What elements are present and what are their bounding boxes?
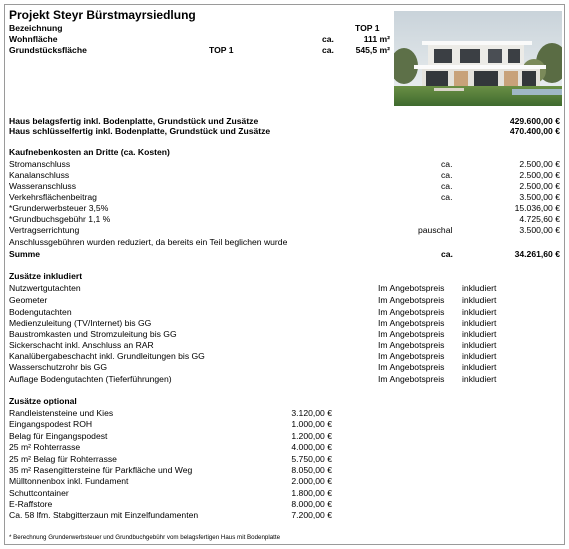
price-belagsfertig-value: 429.600,00 € xyxy=(509,116,560,126)
inkl-angebotspreis: Im Angebotspreis xyxy=(378,295,445,305)
kaufnebenkosten-heading: Kaufnebenkosten an Dritte (ca. Kosten) xyxy=(9,147,170,157)
inkl-angebotspreis: Im Angebotspreis xyxy=(378,340,445,350)
optional-item-label: Belag für Eingangspodest xyxy=(9,431,108,441)
house-rendering-image xyxy=(394,11,562,106)
optional-item-label: E-Raffstore xyxy=(9,499,53,509)
optional-item-label: 25 m² Belag für Rohterrasse xyxy=(9,454,117,464)
inkl-angebotspreis: Im Angebotspreis xyxy=(378,351,445,361)
inkl-status: inkludiert xyxy=(462,283,497,293)
inkl-item: Auflage Bodengutachten (Tieferführungen) xyxy=(9,374,172,384)
bezeichnung-value: TOP 1 xyxy=(355,23,380,33)
inkl-status: inkludiert xyxy=(462,307,497,317)
optional-item-value: 1.800,00 € xyxy=(291,488,332,498)
optional-item-label: 25 m² Rohterrasse xyxy=(9,442,81,452)
optional-item-label: Randleistensteine und Kies xyxy=(9,408,114,418)
optional-item-label: 35 m² Rasengittersteine für Parkfläche und Weg xyxy=(9,465,193,475)
kosten-row-label: Vertragserrichtung xyxy=(9,225,80,235)
inkl-angebotspreis: Im Angebotspreis xyxy=(378,318,445,328)
kosten-row-label: Kanalanschluss xyxy=(9,170,70,180)
kosten-row-qual: ca. xyxy=(441,170,453,180)
summe-qual: ca. xyxy=(441,249,453,259)
inkl-status: inkludiert xyxy=(462,329,497,339)
kosten-row-qual: ca. xyxy=(441,192,453,202)
kosten-row-value: 15.036,00 € xyxy=(514,203,560,213)
kosten-row-label: Wasseranschluss xyxy=(9,181,77,191)
inkl-item: Medienzuleitung (TV/Internet) bis GG xyxy=(9,318,152,328)
page-title: Projekt Steyr Bürstmayrsiedlung xyxy=(9,8,196,22)
optional-item-value: 3.120,00 € xyxy=(291,408,332,418)
kosten-row-label: Stromanschluss xyxy=(9,159,71,169)
kosten-row-value: 3.500,00 € xyxy=(519,192,560,202)
inkl-angebotspreis: Im Angebotspreis xyxy=(378,283,445,293)
inkl-status: inkludiert xyxy=(462,318,497,328)
kosten-row-value: 3.500,00 € xyxy=(519,225,560,235)
price-belagsfertig-label: Haus belagsfertig inkl. Bodenplatte, Grundstück und Zusätze xyxy=(9,116,259,126)
optional-item-label: Mülltonnenbox inkl. Fundament xyxy=(9,476,129,486)
bezeichnung-label: Bezeichnung xyxy=(9,23,63,33)
optional-item-value: 2.000,00 € xyxy=(291,476,332,486)
optional-item-value: 8.050,00 € xyxy=(291,465,332,475)
inkl-item: Nutzwertgutachten xyxy=(9,283,81,293)
wohnflaeche-label: Wohnfläche xyxy=(9,34,58,44)
kosten-row-label: *Grundbuchsgebühr 1,1 % xyxy=(9,214,111,224)
inkl-status: inkludiert xyxy=(462,362,497,372)
summe-label: Summe xyxy=(9,249,41,259)
grundstueck-value: 545,5 m² xyxy=(355,45,390,55)
inkl-angebotspreis: Im Angebotspreis xyxy=(378,329,445,339)
inkl-item: Baustromkasten und Stromzuleitung bis GG xyxy=(9,329,177,339)
inkl-item: Sickerschacht inkl. Anschluss an RAR xyxy=(9,340,154,350)
kosten-row-value: 2.500,00 € xyxy=(519,170,560,180)
optional-item-label: Eingangspodest ROH xyxy=(9,419,93,429)
optional-item-value: 1.200,00 € xyxy=(291,431,332,441)
optional-item-value: 1.000,00 € xyxy=(291,419,332,429)
wohnflaeche-ca: ca. xyxy=(322,34,334,44)
kosten-row-label: *Grunderwerbsteuer 3,5% xyxy=(9,203,109,213)
kosten-row-label: Verkehrsflächenbeitrag xyxy=(9,192,97,202)
inkl-angebotspreis: Im Angebotspreis xyxy=(378,307,445,317)
inkl-status: inkludiert xyxy=(462,351,497,361)
kosten-row-value: 4.725,60 € xyxy=(519,214,560,224)
kosten-row-qual: ca. xyxy=(441,181,453,191)
inkl-item: Wasserschutzrohr bis GG xyxy=(9,362,108,372)
grundstueck-label: Grundstücksfläche xyxy=(9,45,87,55)
optional-item-value: 5.750,00 € xyxy=(291,454,332,464)
inkl-status: inkludiert xyxy=(462,374,497,384)
zusaetze-inkludiert-heading: Zusätze inkludiert xyxy=(9,271,83,281)
inkl-item: Bodengutachten xyxy=(9,307,72,317)
price-schluesselfertig-label: Haus schlüsselfertig inkl. Bodenplatte, Grundstück und Zusätze xyxy=(9,126,271,136)
kosten-row-qual: pauschal xyxy=(418,225,453,235)
price-schluesselfertig-value: 470.400,00 € xyxy=(509,126,560,136)
grundstueck-ca: ca. xyxy=(322,45,334,55)
inkl-item: Geometer xyxy=(9,295,48,305)
optional-item-label: Schuttcontainer xyxy=(9,488,69,498)
kosten-row-qual: ca. xyxy=(441,159,453,169)
inkl-angebotspreis: Im Angebotspreis xyxy=(378,374,445,384)
inkl-status: inkludiert xyxy=(462,295,497,305)
inkl-item: Kanalübergabeschacht inkl. Grundleitungen bis GG xyxy=(9,351,205,361)
zusaetze-optional-heading: Zusätze optional xyxy=(9,396,77,406)
optional-item-value: 7.200,00 € xyxy=(291,510,332,520)
inkl-angebotspreis: Im Angebotspreis xyxy=(378,362,445,372)
grundstueck-top: TOP 1 xyxy=(209,45,234,55)
optional-item-value: 8.000,00 € xyxy=(291,499,332,509)
kosten-row-value: 2.500,00 € xyxy=(519,181,560,191)
inkl-status: inkludiert xyxy=(462,340,497,350)
footnote: * Berechnung Grunderwerbsteuer und Grundbuchgebühr vom belagsfertigen Haus mit Bodenplatte xyxy=(9,534,281,541)
optional-item-label: Ca. 58 lfm. Stabgitterzaun mit Einzelfundamenten xyxy=(9,510,199,520)
summe-value: 34.261,60 € xyxy=(514,249,560,259)
kosten-note: Anschlussgebühren wurden reduziert, da bereits ein Teil beglichen wurde xyxy=(9,237,288,247)
wohnflaeche-value: 111 m² xyxy=(363,34,390,44)
optional-item-value: 4.000,00 € xyxy=(291,442,332,452)
kosten-row-value: 2.500,00 € xyxy=(519,159,560,169)
